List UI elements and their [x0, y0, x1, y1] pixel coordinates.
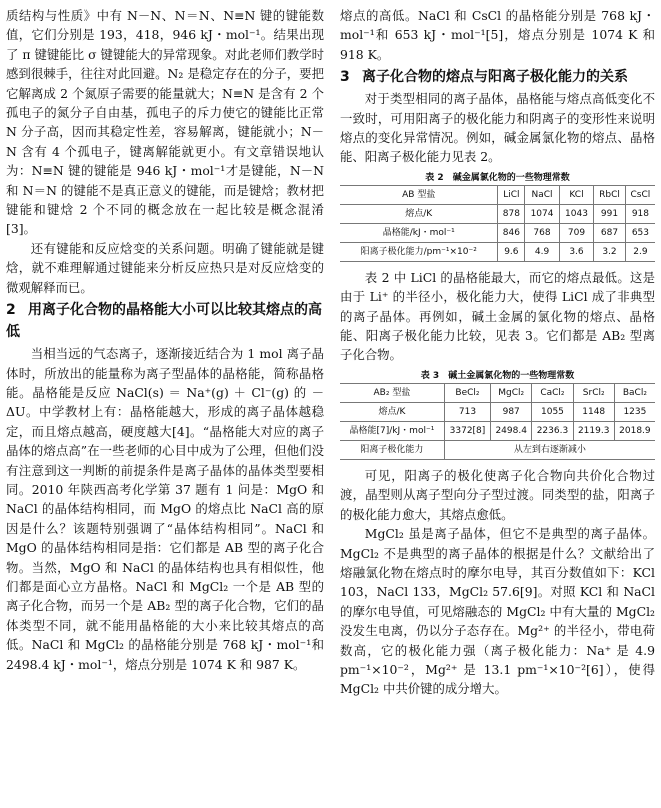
table-header-cell: AB 型盐 — [340, 185, 498, 204]
table-cell: 2236.3 — [532, 421, 573, 440]
paragraph: 质结构与性质》中有 N－N、N＝N、N≡N 键的键能数值，它们分别是 193，418，946 kJ・mol⁻¹。结果出现了 π 键键能比 σ 键键能大的异常现象。对此老师们教学时感到很棘手，往往对此回避。N₂ 是稳定存在的分子，要把它解离成 2 个氮原子需要的能量就大；N≡N 是含有 2 个孤电子的氮分子自由基，孤电子的斥力使它的键能比正常 N 分子高，因而其稳定性差，容易解离，键能就小；N－N 含有 4 个孤电子，键离解能就更小。有文章错误地认为：N≡N 键的键能是 946 kJ・mol⁻¹才是键能，N－N 和 N＝N 的键能不是真正意义的键能，而是键焓；教材把键能和键焓 2 个不同的概念放在一起比较是概念混淆[3]。 — [6, 8, 324, 237]
table-cell: 987 — [491, 402, 532, 421]
table-cell: 2119.3 — [573, 421, 614, 440]
table-cell: 1043 — [559, 204, 593, 223]
section-heading — [6, 299, 324, 343]
table-cell: 1148 — [573, 402, 614, 421]
table-header-cell: CaCl₂ — [532, 383, 573, 402]
table-row — [340, 242, 655, 261]
table-header-row — [340, 185, 655, 204]
table-cell: 3372[8] — [444, 421, 490, 440]
section-heading — [340, 66, 655, 88]
section-title: 离子化合物的熔点与阳离子极化能力的关系 — [362, 69, 628, 86]
left-column — [6, 6, 324, 674]
table-caption: 表 3 碱土金属氯化物的一些物理常数 — [420, 370, 575, 381]
table-cell: 1055 — [532, 402, 573, 421]
table-header-cell: KCl — [559, 185, 593, 204]
paragraph: 当相当远的气态离子，逐渐接近结合为 1 mol 离子晶体时，所放出的能量称为离子型晶体的晶格能，简称晶格能。晶格能是反应 NaCl(s) ＝ Na⁺(g) ＋ Cl⁻(g) 的 －ΔU。中学教材上有：晶格能越大，形成的离子晶体越稳定，而且熔点越高，硬度越大[4]。“晶格能大对应的离子晶体的熔点高”在一些老师的心目中成为了公理，但他们没有注意到这一判断的前提条件是离子晶体的晶体类型要相同。2010 年陕西高考化学第 37 题有 1 问是：MgO 和 NaCl 的晶体结构相同，而 MgO 的熔点比 NaCl 高的原因是什么？该题特别强调了“晶体结构相同”。NaCl 和 MgO 的晶体结构相同是指：它们都是 AB 型的离子化合物。当然，MgO 和 NaCl 的晶体结构也具有相似性，他们都是面心立方晶格。NaCl 和 MgCl₂ 一个是 AB 型的离子化合物，而另一个是 AB₂ 型的离子化合物，它们的晶体类型不同，就不能用晶格能的大小来比较其熔点的高低。NaCl 和 MgCl₂ 的晶格能分别是 768 kJ・mol⁻¹和 2498.4 kJ・mol⁻¹，熔点分别是 1074 K 和 987 K。 — [6, 346, 324, 672]
alkali-chloride-table — [340, 185, 655, 262]
table-cell: 713 — [444, 402, 490, 421]
table-row-label: 熔点/K — [340, 204, 498, 223]
table-cell: 1235 — [614, 402, 655, 421]
table-cell: 918 — [625, 204, 655, 223]
table-cell: 2018.9 — [614, 421, 655, 440]
section-number: 2 — [6, 302, 16, 319]
table-row — [340, 440, 655, 459]
table-cell: 2498.4 — [491, 421, 532, 440]
table-row — [340, 223, 655, 242]
table-cell: 846 — [498, 223, 525, 242]
paragraph: MgCl₂ 虽是离子晶体，但它不是典型的离子晶体。MgCl₂ 不是典型的离子晶体的根据是什么？文献给出了熔融氯化物在熔点时的摩尔电导，其百分数值如下：KCl 103，NaCl 133，MgCl₂ 57.6[9]。对照 KCl 和 NaCl 的摩尔电导值，可见熔融态的 MgCl₂ 中有大量的 MgCl₂ 没发生电离，仍以分子态存在。Mg²⁺ 的半径小，带电荷数高，它的极化能力强（离子极化能力：Na⁺ 是 4.9 pm⁻¹×10⁻²，Mg²⁺ 是 13.1 pm⁻¹×10⁻²[6]），使得 MgCl₂ 中共价键的成分增大。 — [340, 526, 655, 697]
table-caption: 表 2 碱金属氯化物的一些物理常数 — [425, 172, 570, 183]
table-row — [340, 204, 655, 223]
table-row-label: 晶格能[7]/kJ・mol⁻¹ — [340, 421, 444, 440]
table-row-label: 阳离子极化能力/pm⁻¹×10⁻² — [340, 242, 498, 261]
section-title: 用离子化合物的晶格能大小可以比较其熔点的高低 — [6, 302, 322, 341]
table-cell: 4.9 — [525, 242, 559, 261]
paragraph: 可见，阳离子的极化使离子化合物向共价化合物过渡，晶型则从离子型向分子型过渡。同类型的盐，阳离子的极化能力愈大，其熔点愈低。 — [340, 467, 655, 522]
table-cell: 709 — [559, 223, 593, 242]
table-cell: 从左到右逐渐减小 — [444, 440, 655, 459]
table-cell: 9.6 — [498, 242, 525, 261]
table-cell: 687 — [594, 223, 626, 242]
table-header-cell: MgCl₂ — [491, 383, 532, 402]
paragraph: 对于类型相同的离子晶体，晶格能与熔点高低变化不一致时，可用阳离子的极化能力和阴离子的变形性来说明熔点的变化异常情况。例如，碱金属氯化物的熔点、晶格能、阳离子极化能力见表 2。 — [340, 91, 655, 165]
alkaline-earth-chloride-table — [340, 383, 655, 460]
table-header-cell: LiCl — [498, 185, 525, 204]
table-header-cell: BaCl₂ — [614, 383, 655, 402]
table-row-label: 晶格能/kJ・mol⁻¹ — [340, 223, 498, 242]
table-row-label: 熔点/K — [340, 402, 444, 421]
paragraph: 表 2 中 LiCl 的晶格能最大，而它的熔点最低。这是由于 Li⁺ 的半径小，极化能力大，使得 LiCl 成了非典型的离子晶体。再例如，碱土金属的氯化物的熔点、晶格能、阳离子极化能力比较，见表 3。它们都是 AB₂ 型离子化合物。 — [340, 269, 655, 363]
table-cell: 878 — [498, 204, 525, 223]
table-row-label: 阳离子极化能力 — [340, 440, 444, 459]
table-cell: 1074 — [525, 204, 559, 223]
table-cell: 3.6 — [559, 242, 593, 261]
paragraph: 熔点的高低。NaCl 和 CsCl 的晶格能分别是 768 kJ・mol⁻¹和 653 kJ・mol⁻¹[5]，熔点分别是 1074 K 和 918 K。 — [340, 8, 655, 62]
table-row — [340, 421, 655, 440]
section-number: 3 — [340, 69, 350, 86]
table-header-cell: BeCl₂ — [444, 383, 490, 402]
table-header-cell: SrCl₂ — [573, 383, 614, 402]
paragraph: 还有键能和反应焓变的关系问题。明确了键能就是键焓，就不难理解通过键能来分析反应热只是对反应焓变的微观解释而已。 — [6, 240, 324, 295]
table-header-cell: RbCl — [594, 185, 626, 204]
table-cell: 991 — [594, 204, 626, 223]
table-cell: 2.9 — [625, 242, 655, 261]
table-cell: 3.2 — [594, 242, 626, 261]
table-cell: 768 — [525, 223, 559, 242]
table-header-cell: CsCl — [625, 185, 655, 204]
table-header-cell: AB₂ 型盐 — [340, 383, 444, 402]
table-row — [340, 402, 655, 421]
right-column — [340, 6, 655, 699]
table-header-row — [340, 383, 655, 402]
table-cell: 653 — [625, 223, 655, 242]
table-header-cell: NaCl — [525, 185, 559, 204]
